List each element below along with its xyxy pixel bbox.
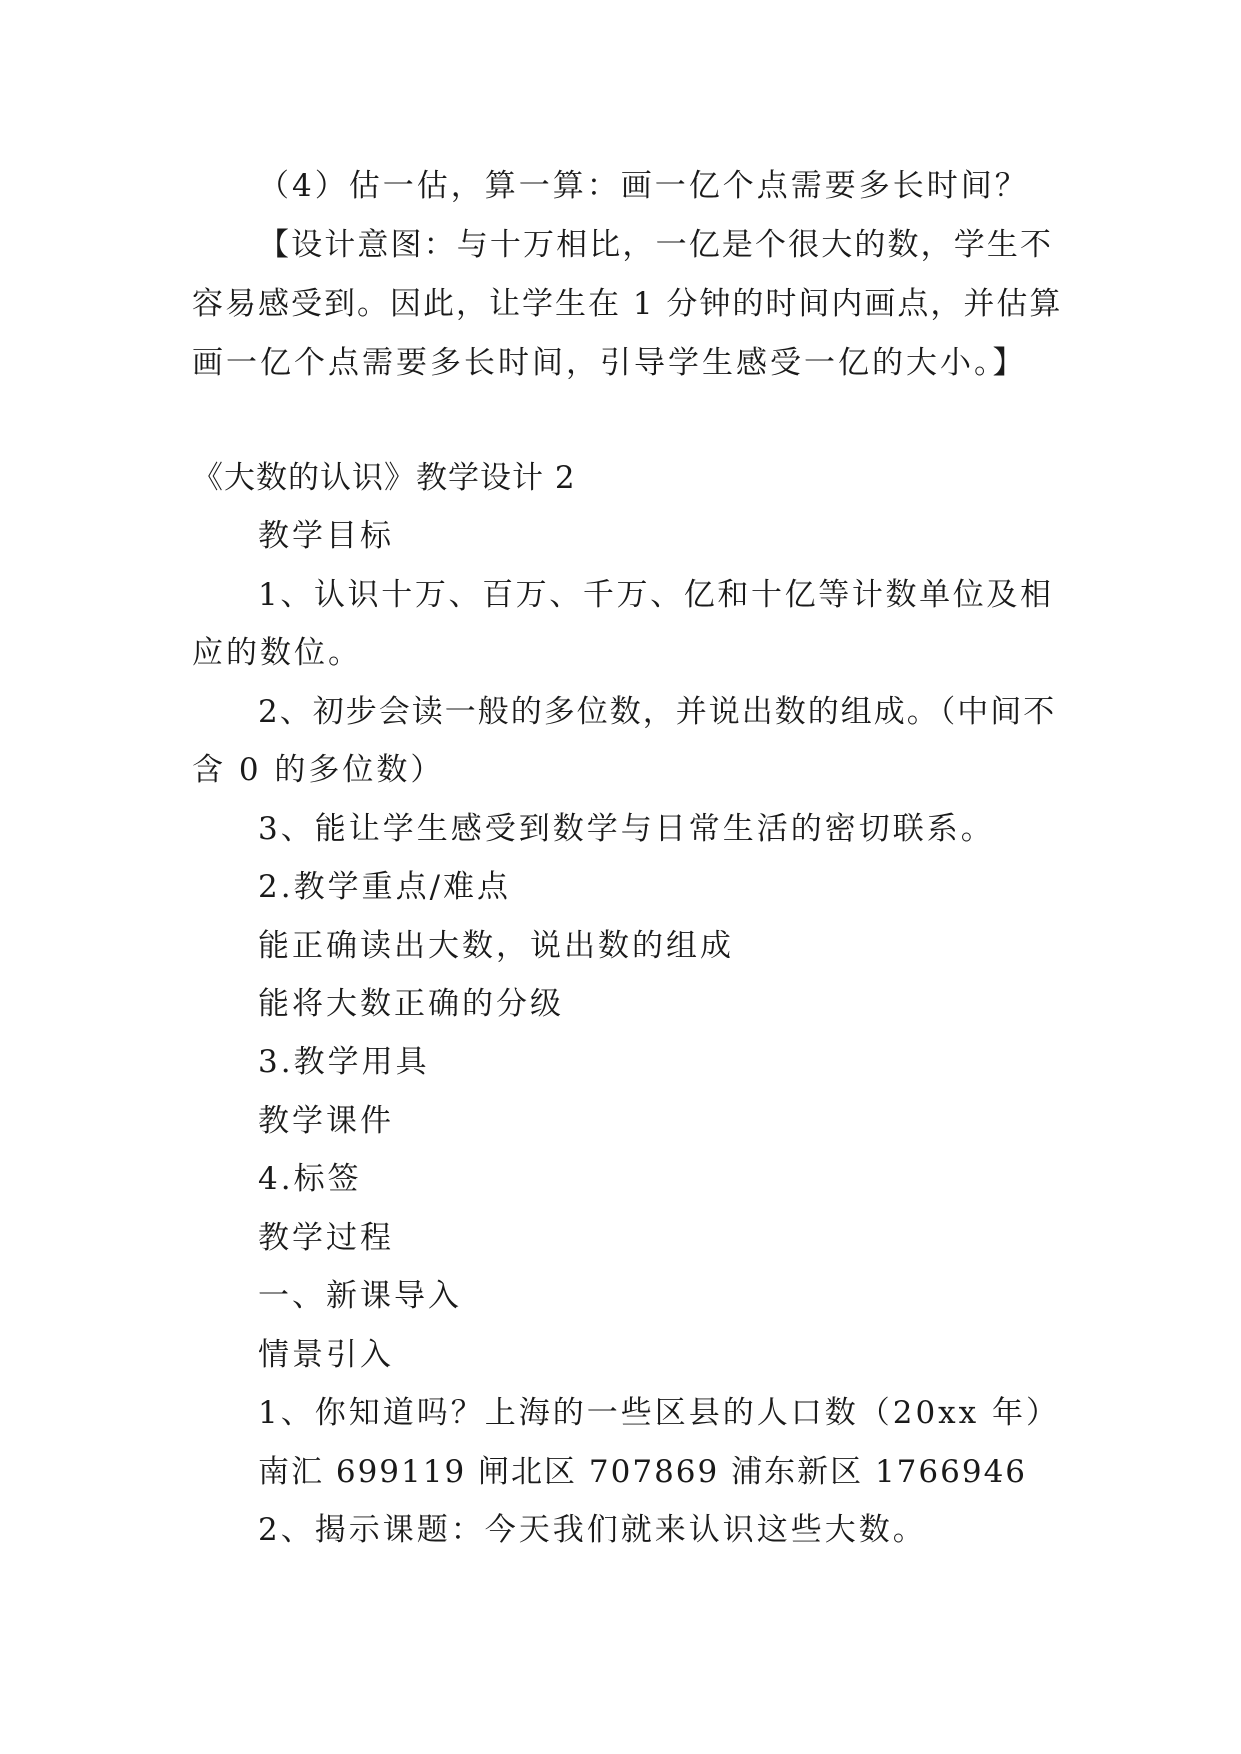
heading-teaching-tools: 3.教学用具 — [258, 1044, 430, 1080]
scenario-intro: 情景引入 — [258, 1337, 394, 1373]
heading-key-points: 2.教学重点/难点 — [258, 869, 512, 905]
reveal-topic: 2、揭示课题：今天我们就来认识这些大数。 — [258, 1512, 927, 1548]
goal-1-line-2: 应的数位。 — [192, 635, 362, 671]
section-title: 《大数的认识》教学设计 2 — [192, 460, 576, 496]
teaching-tool: 教学课件 — [258, 1103, 394, 1139]
key-point-2: 能将大数正确的分级 — [258, 986, 564, 1022]
intro-line-1: （4）估一估，算一算：画一亿个点需要多长时间？ — [258, 168, 1029, 204]
goal-2-line-1: 2、初步会读一般的多位数，并说出数的组成。（中间不 — [258, 694, 1057, 730]
goal-3: 3、能让学生感受到数学与日常生活的密切联系。 — [258, 811, 995, 847]
design-intent-line-3: 画一亿个点需要多长时间，引导学生感受一亿的大小。】 — [192, 345, 1027, 381]
heading-tags: 4.标签 — [258, 1161, 362, 1197]
question-population: 1、你知道吗？上海的一些区县的人口数（20xx 年） — [258, 1395, 1060, 1431]
design-intent-line-2: 容易感受到。因此，让学生在 1 分钟的时间内画点，并估算 — [192, 286, 1063, 322]
goal-2-line-2: 含 0 的多位数） — [192, 752, 445, 788]
design-intent-line-1: 【设计意图：与十万相比，一亿是个很大的数，学生不 — [258, 227, 1053, 263]
heading-teaching-goals: 教学目标 — [258, 518, 394, 554]
section-new-lesson-intro: 一、新课导入 — [258, 1278, 462, 1314]
goal-1-line-1: 1、认识十万、百万、千万、亿和十亿等计数单位及相 — [258, 577, 1053, 613]
key-point-1: 能正确读出大数，说出数的组成 — [258, 928, 734, 964]
population-figures: 南汇 699119 闸北区 707869 浦东新区 1766946 — [258, 1454, 1028, 1490]
heading-teaching-process: 教学过程 — [258, 1220, 394, 1256]
